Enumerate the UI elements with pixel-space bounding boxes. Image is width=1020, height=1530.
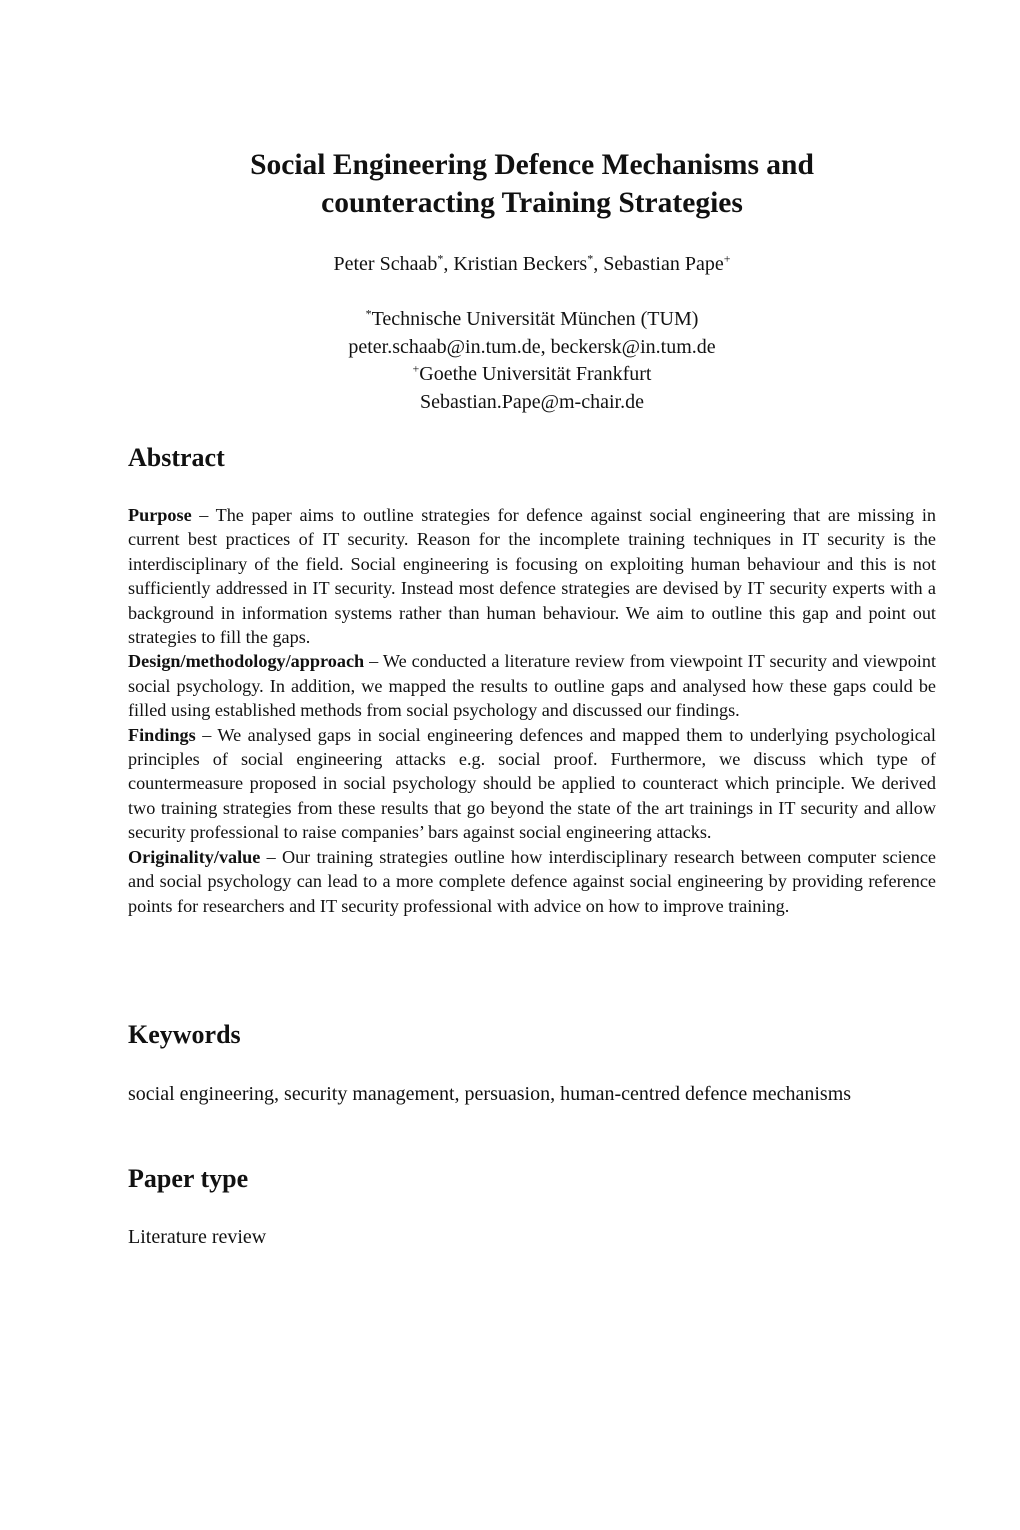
abstract-heading: Abstract <box>128 443 225 472</box>
abstract-section-findings <box>128 723 936 845</box>
author-mark: * <box>587 251 594 266</box>
abstract-section-purpose <box>128 503 936 649</box>
title-line-2: counteracting Training Strategies <box>321 187 743 219</box>
author-name: Sebastian Pape <box>603 253 724 275</box>
affiliation-goethe <box>128 361 936 389</box>
author-name: Peter Schaab <box>333 253 438 275</box>
keywords-text: social engineering, security management, persuasion, human-centred defence mechanisms <box>128 1083 852 1105</box>
abstract-label: Purpose <box>128 505 192 525</box>
author-list: Peter Schaab*, Kristian Beckers*, Sebastian Pape+ <box>333 251 731 275</box>
abstract-text: – Our training strategies outline how interdisciplinary research between computer science and social psychology can lead to a more complete defence against social engineering by providing reference points for researchers and IT security professional with advice on how to improve training. <box>128 846 936 916</box>
abstract-label: Design/methodology/approach <box>128 651 365 672</box>
keywords-heading: Keywords <box>128 1020 241 1049</box>
abstract-label: Findings <box>128 724 196 745</box>
affiliation-email: Sebastian.Pape@m-chair.de <box>420 390 644 413</box>
author-name: Kristian Beckers <box>453 253 588 275</box>
abstract-text: – We conducted a literature review from viewpoint IT security and viewpoint social psychology. In addition, we mapped the results to outline gaps and analysed how these gaps could be filled using established methods from social psychology and discussed our findings. <box>128 651 936 721</box>
paper-title <box>128 146 936 222</box>
affiliation-tum <box>128 306 936 334</box>
author-mark: + <box>723 251 731 266</box>
abstract-section-design <box>128 649 936 722</box>
abstract-label: Originality/value <box>128 846 261 867</box>
author-mark: * <box>437 251 444 266</box>
affiliation-name: Goethe Universität Frankfurt <box>419 363 652 385</box>
title-line-1: Social Engineering Defence Mechanisms and <box>250 149 814 181</box>
affiliation-name: Technische Universität München (TUM) <box>371 308 699 330</box>
paper-type-heading: Paper type <box>128 1164 249 1193</box>
abstract-text: – We analysed gaps in social engineering defences and mapped them to underlying psychological principles of social engineering attacks e.g. social proof. Furthermore, we discuss which type of countermeasure proposed in social psychology should be applied to counteract which principle. We derived two training strategies from these results that go beyond the state of the art trainings in IT security and allow security professional to raise companies’ bars against social engineering attacks. <box>128 724 936 843</box>
affiliation-mark: * <box>365 306 372 321</box>
abstract-section-originality <box>128 845 936 918</box>
affiliations <box>128 306 936 416</box>
affiliation-emails: peter.schaab@in.tum.de, beckersk@in.tum.de <box>348 335 716 358</box>
abstract-body <box>128 503 936 918</box>
paper-type-text: Literature review <box>128 1226 267 1248</box>
affiliation-mark: + <box>412 361 420 376</box>
abstract-text: – The paper aims to outline strategies for defence against social engineering that are missing in current best practices of IT security. Reason for the incomplete training techniques in IT security is the interdisciplinary of the field. Social engineering is focusing on exploiting human behaviour and this is not sufficiently addressed in IT security. Instead most defence strategies are devised by IT security experts with a background in information systems rather than human behaviour. We aim to outline this gap and point out strategies to fill the gaps. <box>128 505 936 648</box>
